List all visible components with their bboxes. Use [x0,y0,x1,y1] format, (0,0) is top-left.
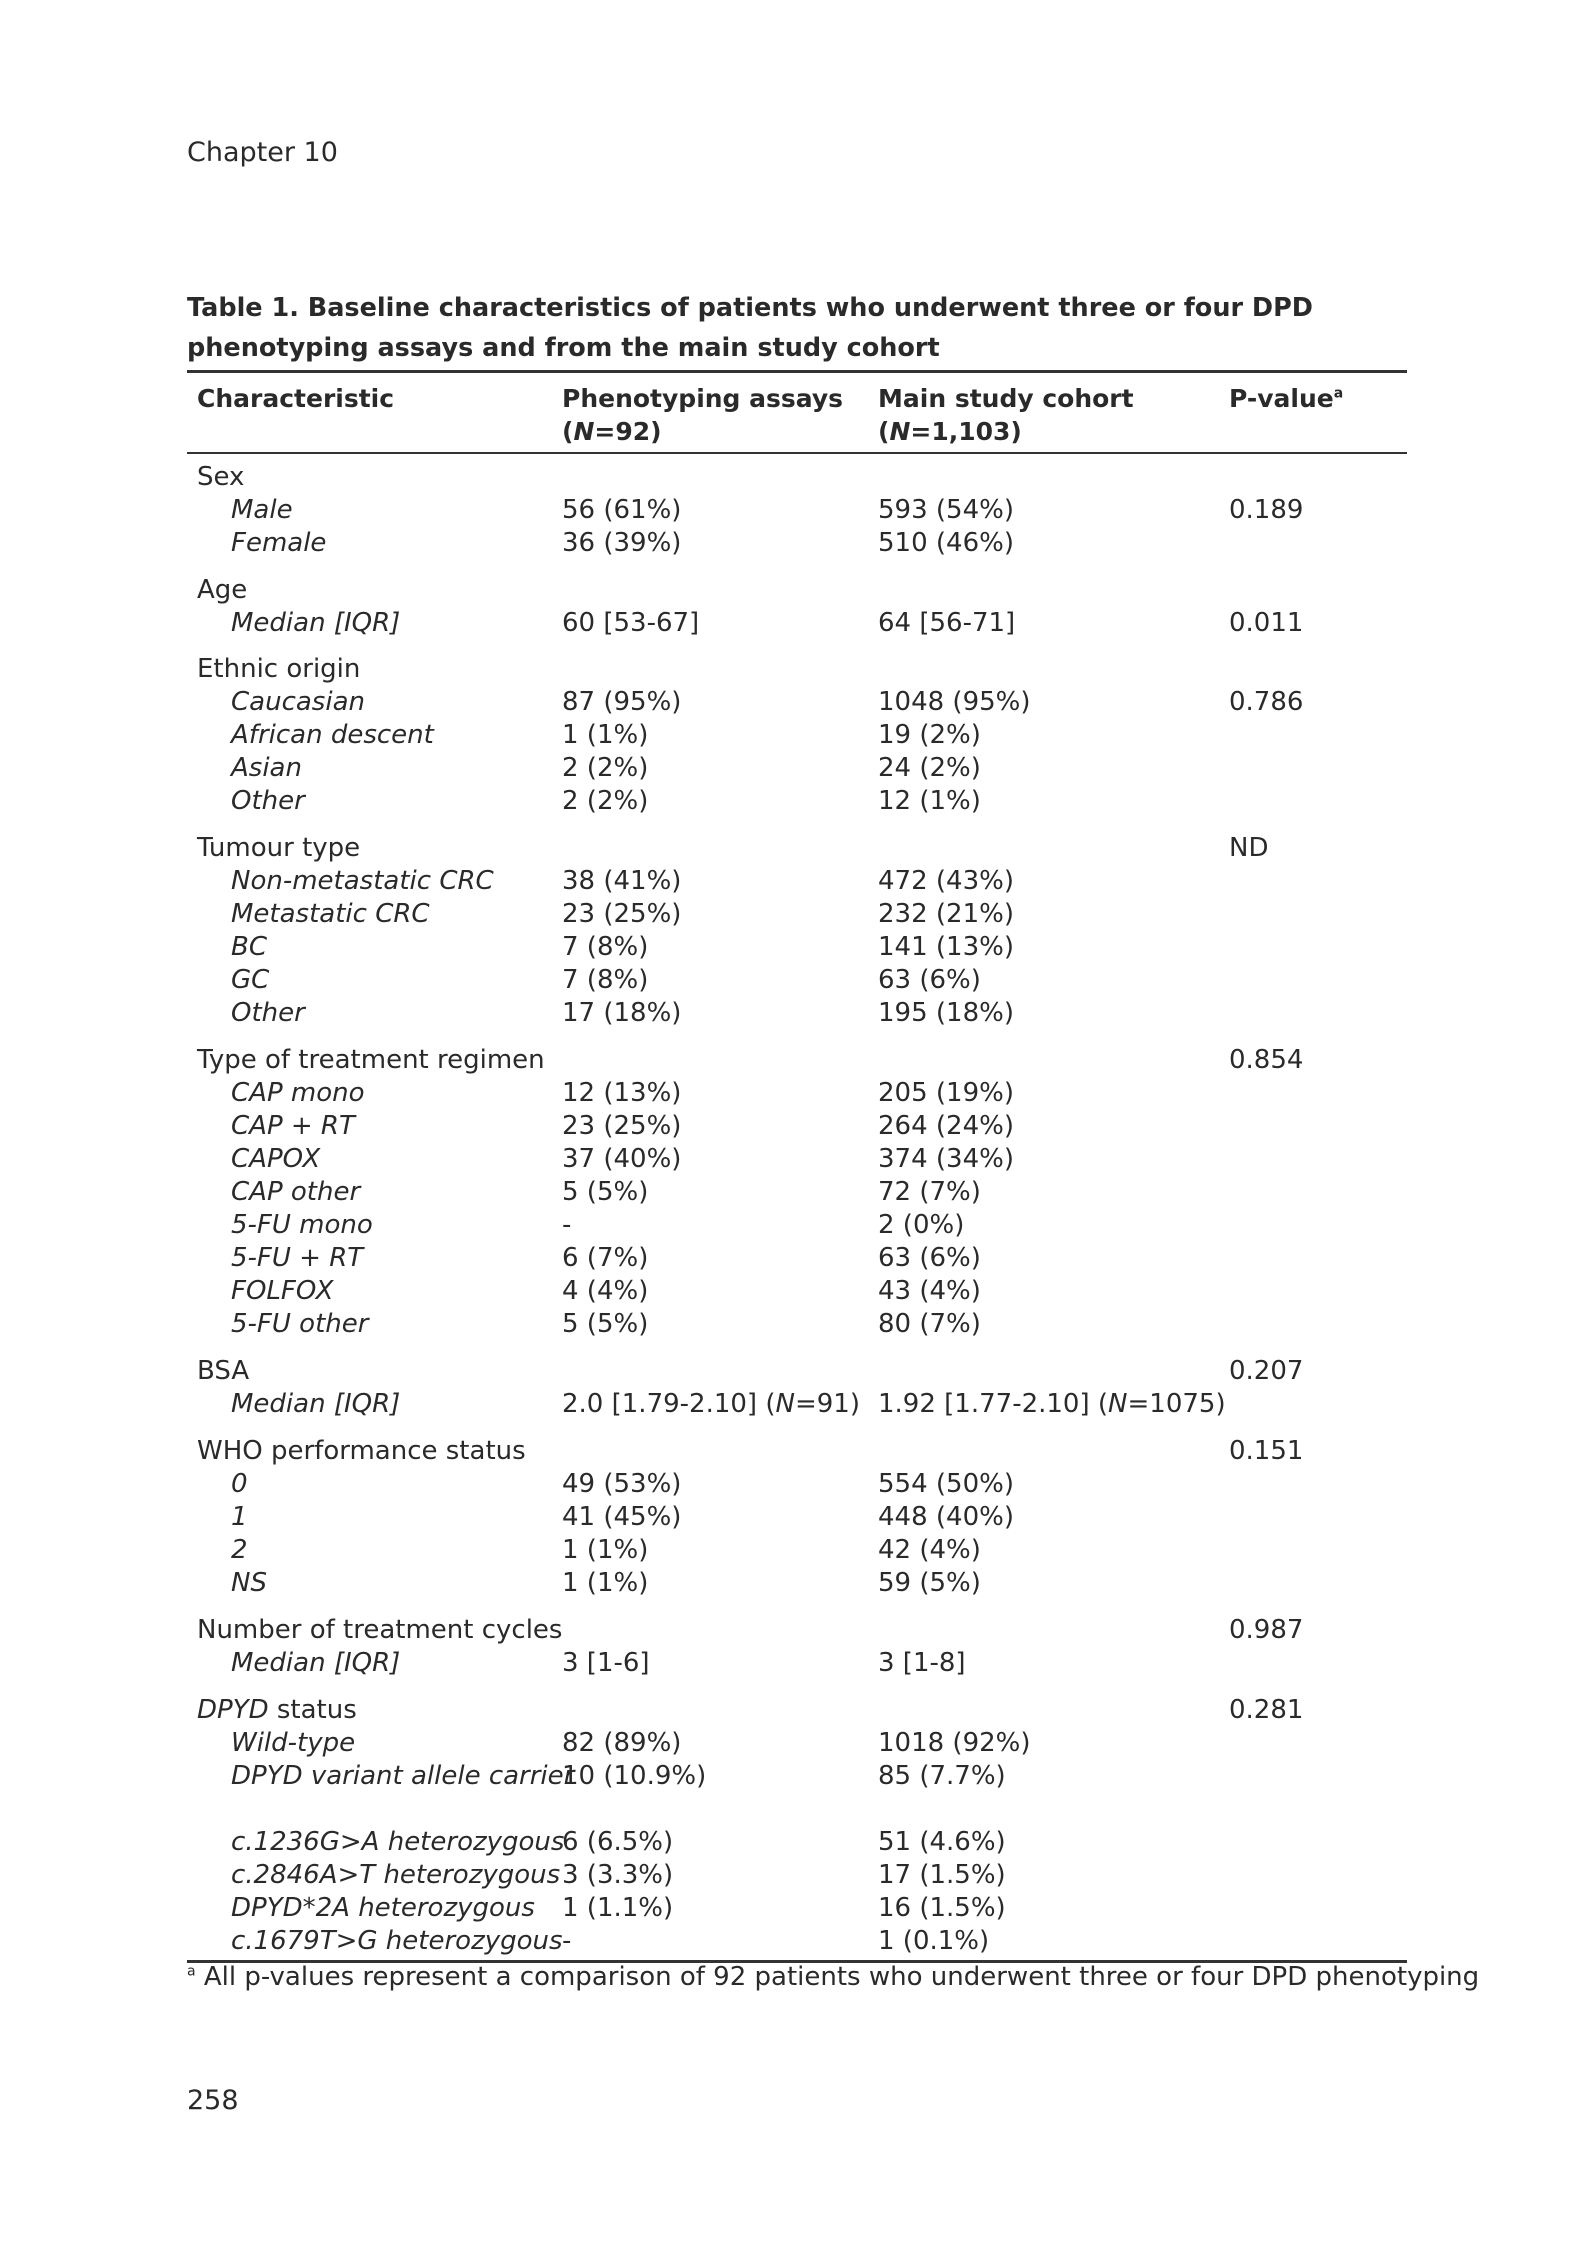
cell-pvalue [1229,898,1407,931]
group-label-row [187,653,1407,686]
cell-pvalue [1229,1242,1407,1275]
cell-empty [562,1614,878,1647]
cell-main-cohort: 195 (18%) [878,998,1014,1028]
table-body [187,454,1407,1960]
cell-pvalue: 0.189 [1229,495,1304,525]
cell-pvalue: 0.987 [1229,1615,1304,1645]
cell-characteristic: Other [231,998,305,1028]
cell-pvalue [1229,1308,1407,1341]
cell-main-cohort: 19 (2%) [878,720,981,750]
cell-main-cohort: 374 (34%) [878,1144,1014,1174]
cell-main-cohort: 448 (40%) [878,1502,1014,1532]
cell-main-cohort: 472 (43%) [878,866,1014,896]
cell-main-cohort: 232 (21%) [878,899,1014,929]
table-row [187,1567,1407,1600]
cell-phenotyping-assays: 23 (25%) [562,1111,682,1141]
cell-main-cohort: 24 (2%) [878,753,981,783]
cell-characteristic: Median [IQR] [231,608,401,638]
cell-phenotyping-assays: 5 (5%) [562,1177,649,1207]
cell-main-cohort: 63 (6%) [878,1243,981,1273]
table-row [187,1468,1407,1501]
table-row [187,785,1407,818]
cell-phenotyping-assays: 7 (8%) [562,965,649,995]
header-cohort [878,382,1229,448]
cell-characteristic: Female [231,528,327,558]
table-row [187,898,1407,931]
cell-characteristic: 5-FU mono [231,1210,373,1240]
cell-main-cohort: 1048 (95%) [878,687,1031,717]
cell-characteristic: 5-FU + RT [231,1243,364,1273]
cell-main-cohort: 64 [56-71] [878,608,1016,638]
cell-phenotyping-assays: 5 (5%) [562,1309,649,1339]
cell-phenotyping-assays: 23 (25%) [562,899,682,929]
baseline-table [187,370,1407,1963]
cell-pvalue: 0.207 [1229,1356,1304,1386]
cell-phenotyping-assays: 82 (89%) [562,1728,682,1758]
group-label: BSA [197,1356,250,1386]
cell-pvalue [1229,785,1407,818]
cell-main-cohort: 51 (4.6%) [878,1827,1006,1857]
table-row [187,865,1407,898]
group-label-row [187,832,1407,865]
cell-empty [562,832,878,865]
cell-main-cohort: 72 (7%) [878,1177,981,1207]
cell-main-cohort: 205 (19%) [878,1078,1014,1108]
group-tumour-type [187,832,1407,1030]
cell-pvalue [1229,997,1407,1030]
table-row [187,1826,1407,1859]
cell-characteristic: Wild-type [231,1728,356,1758]
table-row [187,752,1407,785]
header-assays [562,382,878,448]
group-label-row [187,1355,1407,1388]
header-assays-n: (N=92) [562,417,662,446]
cell-main-cohort: 80 (7%) [878,1309,981,1339]
cell-pvalue [1229,865,1407,898]
cell-phenotyping-assays: 4 (4%) [562,1276,649,1306]
cell-phenotyping-assays: 3 (3.3%) [562,1860,674,1890]
table-row [187,931,1407,964]
cell-empty [878,1044,1229,1077]
cell-characteristic: c.1679T>G heterozygous [231,1926,563,1956]
header-pvalue-label: P-value [1229,384,1334,413]
cell-pvalue: 0.281 [1229,1695,1304,1725]
cell-characteristic: Median [IQR] [231,1389,401,1419]
cell-main-cohort: 141 (13%) [878,932,1014,962]
cell-pvalue: 0.151 [1229,1436,1304,1466]
cell-pvalue: 0.786 [1229,687,1304,717]
cell-empty [562,1694,878,1727]
cell-phenotyping-assays: 1 (1.1%) [562,1893,674,1923]
table-footnote [187,1961,1479,1994]
cell-characteristic: BC [231,932,267,962]
group-label-rest: status [268,1695,357,1725]
cell-pvalue [1229,1534,1407,1567]
table-row [187,1647,1407,1680]
table-row [187,494,1407,527]
cell-empty [562,461,878,494]
group-label: Number of treatment cycles [197,1615,563,1645]
group-age [187,574,1407,640]
table-row [187,1077,1407,1110]
cell-characteristic: NS [231,1568,267,1598]
cell-characteristic: 5-FU other [231,1309,369,1339]
group-label-row [187,1044,1407,1077]
group-label-row [187,1614,1407,1647]
cell-characteristic: DPYD*2A heterozygous [231,1893,535,1923]
running-head: Chapter 10 [187,137,338,168]
header-cohort-n: (N=1,103) [878,417,1022,446]
table-row [187,1727,1407,1760]
cell-pvalue [1229,527,1407,560]
cell-characteristic: CAPOX [231,1144,321,1174]
table-row [187,1143,1407,1176]
cell-pvalue [1229,1468,1407,1501]
table-row [187,1209,1407,1242]
table-row [187,527,1407,560]
cell-characteristic: Non-metastatic CRC [231,866,494,896]
cell-characteristic: 2 [231,1535,248,1565]
cell-phenotyping-assays: 1 (1%) [562,1535,649,1565]
cell-phenotyping-assays: 7 (8%) [562,932,649,962]
cell-phenotyping-assays: - [562,1210,572,1240]
cell-characteristic: c.2846A>T heterozygous [231,1860,561,1890]
table-row [187,1760,1407,1793]
table-row [187,719,1407,752]
cell-empty [878,574,1229,607]
group-label: Type of treatment regimen [197,1045,545,1075]
table-row [187,1892,1407,1925]
cell-characteristic: 0 [231,1469,248,1499]
cell-phenotyping-assays: 38 (41%) [562,866,682,896]
cell-pvalue [1229,1925,1407,1958]
table-caption: Table 1. Baseline characteristics of patients who underwent three or four DPD phenotyping assays and from the main study cohort [187,293,1313,363]
cell-phenotyping-assays: 1 (1%) [562,1568,649,1598]
cell-phenotyping-assays: 6 (6.5%) [562,1827,674,1857]
cell-characteristic: Male [231,495,293,525]
cell-empty [562,1435,878,1468]
cell-pvalue [1229,1760,1407,1793]
group-ethnic-origin [187,653,1407,818]
cell-pvalue [1229,931,1407,964]
table-header [187,373,1407,452]
table-row [187,964,1407,997]
cell-pvalue [1229,1826,1407,1859]
footnote-mark: a [187,1963,196,1980]
cell-pvalue [1229,653,1407,686]
cell-phenotyping-assays: 41 (45%) [562,1502,682,1532]
cell-pvalue [1229,461,1407,494]
cell-characteristic: CAP other [231,1177,361,1207]
group-label: WHO performance status [197,1436,526,1466]
cell-phenotyping-assays: 2 (2%) [562,786,649,816]
group-label: Age [197,575,248,605]
cell-pvalue [1229,1567,1407,1600]
cell-main-cohort: 1.92 [1.77-2.10] (N=1075) [878,1389,1226,1419]
table-row [187,1859,1407,1892]
table-row [187,997,1407,1030]
cell-pvalue [1229,1859,1407,1892]
table-row [187,1388,1407,1421]
table-row [187,1242,1407,1275]
group-treatment-regimen [187,1044,1407,1341]
cell-pvalue [1229,1501,1407,1534]
cell-characteristic: DPYD variant allele carrier [231,1761,575,1791]
cell-pvalue [1229,1727,1407,1760]
cell-empty [878,1614,1229,1647]
cell-pvalue [1229,1110,1407,1143]
table-row [187,607,1407,640]
header-pvalue-footnote-mark: a [1333,385,1344,402]
table-row [187,1176,1407,1209]
cell-pvalue [1229,1388,1407,1421]
cell-main-cohort: 1 (0.1%) [878,1926,990,1956]
cell-pvalue: 0.854 [1229,1045,1304,1075]
group-bsa [187,1355,1407,1421]
cell-phenotyping-assays: 60 [53-67] [562,608,700,638]
cell-main-cohort: 2 (0%) [878,1210,965,1240]
cell-phenotyping-assays: 12 (13%) [562,1078,682,1108]
cell-phenotyping-assays: 49 (53%) [562,1469,682,1499]
cell-phenotyping-assays: 87 (95%) [562,687,682,717]
cell-empty [562,653,878,686]
cell-empty [878,1694,1229,1727]
cell-empty [562,574,878,607]
cell-main-cohort: 12 (1%) [878,786,981,816]
table-row [187,1501,1407,1534]
cell-main-cohort: 16 (1.5%) [878,1893,1006,1923]
cell-pvalue [1229,1143,1407,1176]
cell-pvalue [1229,1209,1407,1242]
cell-phenotyping-assays: 2 (2%) [562,753,649,783]
cell-pvalue [1229,1077,1407,1110]
cell-phenotyping-assays: 37 (40%) [562,1144,682,1174]
cell-characteristic: Metastatic CRC [231,899,430,929]
cell-phenotyping-assays: 3 [1-6] [562,1648,650,1678]
table-row [187,1110,1407,1143]
group-label: Sex [197,462,245,492]
cell-empty [878,1355,1229,1388]
cell-main-cohort: 264 (24%) [878,1111,1014,1141]
cell-characteristic: Caucasian [231,687,365,717]
cell-main-cohort: 85 (7.7%) [878,1761,1006,1791]
cell-characteristic: CAP + RT [231,1111,355,1141]
header-assays-title: Phenotyping assays [562,384,844,413]
group-label: Ethnic origin [197,654,361,684]
group-dpyd-status [187,1694,1407,1793]
cell-main-cohort: 17 (1.5%) [878,1860,1006,1890]
group-sex [187,461,1407,560]
cell-empty [878,832,1229,865]
table-row [187,1275,1407,1308]
footnote-text: All p-values represent a comparison of 92 patients who underwent three or four DPD phenotyping [203,1962,1480,1992]
group-label-row [187,1435,1407,1468]
cell-pvalue [1229,1275,1407,1308]
cell-pvalue [1229,1176,1407,1209]
cell-empty [562,1044,878,1077]
cell-main-cohort: 3 [1-8] [878,1648,966,1678]
cell-main-cohort: 1018 (92%) [878,1728,1031,1758]
cell-main-cohort: 43 (4%) [878,1276,981,1306]
table-row [187,1308,1407,1341]
cell-characteristic: African descent [231,720,434,750]
header-cohort-title: Main study cohort [878,384,1134,413]
cell-main-cohort: 42 (4%) [878,1535,981,1565]
cell-phenotyping-assays: - [562,1926,572,1956]
header-characteristic: Characteristic [197,384,395,413]
cell-characteristic: c.1236G>A heterozygous [231,1827,565,1857]
cell-pvalue: ND [1229,833,1269,863]
group-label-row [187,461,1407,494]
cell-phenotyping-assays: 10 (10.9%) [562,1761,707,1791]
cell-characteristic: 1 [231,1502,248,1532]
group-label: Tumour type [197,833,361,863]
table-row [187,686,1407,719]
group-treatment-cycles [187,1614,1407,1680]
cell-pvalue [1229,1647,1407,1680]
header-pvalue [1229,382,1407,448]
cell-pvalue [1229,752,1407,785]
table-row [187,1534,1407,1567]
cell-main-cohort: 63 (6%) [878,965,981,995]
cell-pvalue: 0.011 [1229,608,1304,638]
cell-pvalue [1229,719,1407,752]
page-number: 258 [187,2085,239,2116]
cell-phenotyping-assays: 17 (18%) [562,998,682,1028]
cell-characteristic: Other [231,786,305,816]
cell-phenotyping-assays: 1 (1%) [562,720,649,750]
cell-phenotyping-assays: 56 (61%) [562,495,682,525]
group-label-row [187,574,1407,607]
group-dpyd-variants [187,1826,1407,1958]
cell-main-cohort: 59 (5%) [878,1568,981,1598]
cell-characteristic: FOLFOX [231,1276,334,1306]
cell-phenotyping-assays: 6 (7%) [562,1243,649,1273]
group-label-italic: DPYD [197,1695,269,1725]
group-label [187,1694,562,1727]
group-label-row [187,1694,1407,1727]
cell-phenotyping-assays: 2.0 [1.79-2.10] (N=91) [562,1389,860,1419]
cell-empty [878,1435,1229,1468]
cell-main-cohort: 554 (50%) [878,1469,1014,1499]
cell-pvalue [1229,574,1407,607]
cell-empty [878,653,1229,686]
cell-empty [878,461,1229,494]
cell-pvalue [1229,964,1407,997]
cell-phenotyping-assays: 36 (39%) [562,528,682,558]
cell-main-cohort: 593 (54%) [878,495,1014,525]
cell-characteristic: Asian [231,753,302,783]
cell-characteristic: GC [231,965,270,995]
group-who-status [187,1435,1407,1600]
cell-main-cohort: 510 (46%) [878,528,1014,558]
cell-characteristic: CAP mono [231,1078,365,1108]
cell-characteristic: Median [IQR] [231,1648,401,1678]
cell-empty [562,1355,878,1388]
cell-pvalue [1229,1892,1407,1925]
table-row [187,1925,1407,1958]
